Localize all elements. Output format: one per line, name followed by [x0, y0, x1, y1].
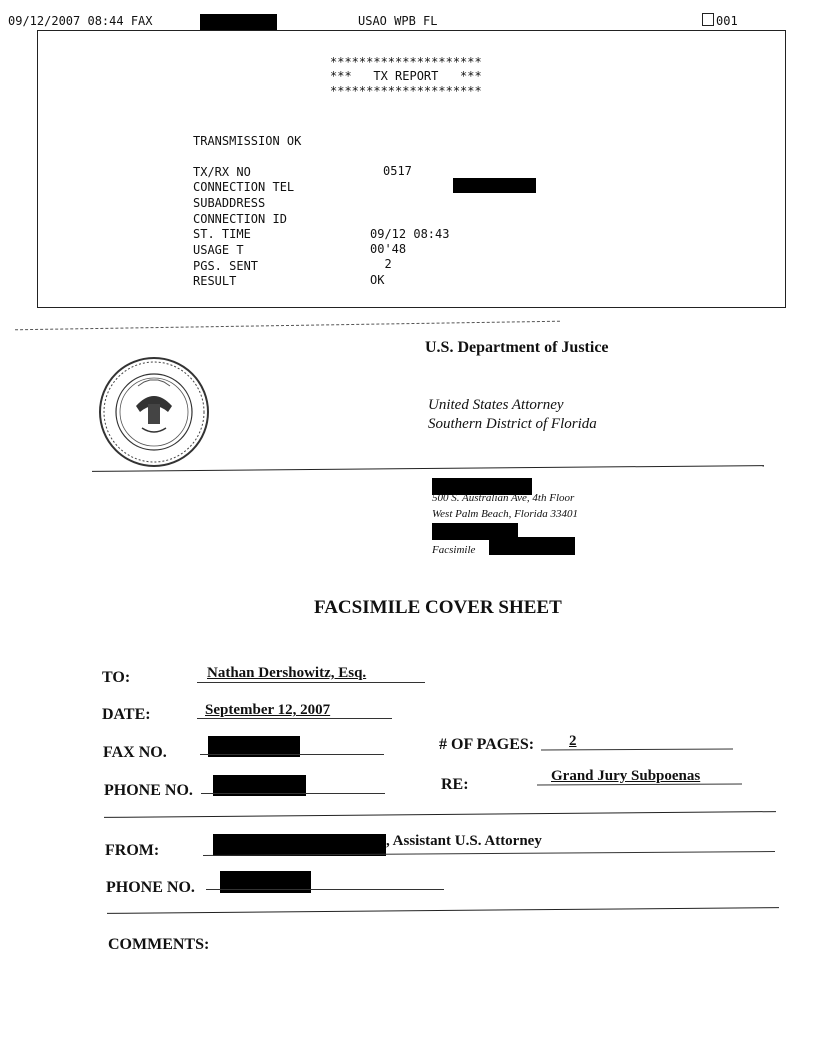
facsimile-label: Facsimile: [432, 544, 476, 556]
re-line: [537, 783, 742, 785]
fax-no-label: FAX NO.: [103, 744, 167, 761]
address-line-2: West Palm Beach, Florida 33401: [432, 508, 578, 520]
tx-stars-top: *********************: [330, 55, 482, 69]
redaction-from-name: [213, 834, 386, 856]
tx-stars-bottom: *********************: [330, 84, 482, 98]
date-value: September 12, 2007: [205, 702, 331, 718]
tx-status: TRANSMISSION OK: [193, 134, 302, 148]
doj-seal-icon: [98, 356, 210, 468]
tear-line: [15, 321, 560, 331]
from-phone-line: [206, 889, 444, 890]
redaction-facsimile: [489, 537, 575, 555]
address-line-1: 500 S. Australian Ave, 4th Floor: [432, 492, 575, 504]
pages-line: [541, 748, 733, 750]
from-phone-label: PHONE NO.: [106, 879, 195, 896]
tx-value-st-time: 09/12 08:43: [370, 227, 450, 241]
from-label: FROM:: [105, 842, 160, 859]
pages-value: 2: [569, 733, 577, 749]
tx-value-result: OK: [370, 273, 385, 287]
tx-label-st-time: ST. TIME: [193, 227, 251, 241]
date-label: DATE:: [102, 706, 151, 723]
cover-sheet-title: FACSIMILE COVER SHEET: [314, 597, 562, 618]
date-line: [197, 718, 392, 719]
tx-label-rxno: TX/RX NO: [193, 165, 251, 179]
office-line-1: United States Attorney: [428, 397, 564, 413]
to-line: [197, 682, 425, 683]
from-title: , Assistant U.S. Attorney: [386, 833, 542, 849]
tx-label-result: RESULT: [193, 274, 237, 288]
redaction-connection-tel: [453, 178, 536, 193]
tx-value-rxno: 0517: [383, 164, 412, 178]
page-icon: [702, 13, 714, 26]
phone-no-line: [201, 793, 385, 794]
department-name: U.S. Department of Justice: [425, 339, 609, 356]
re-label: RE:: [441, 776, 469, 793]
to-label: TO:: [102, 669, 131, 686]
office-line-2: Southern District of Florida: [428, 416, 597, 432]
tx-label-subaddress: SUBADDRESS: [193, 196, 266, 210]
section-rule-1: [104, 811, 776, 818]
tx-label-usage: USAGE T: [193, 243, 244, 257]
fax-page-number: 001: [702, 12, 738, 28]
re-value: Grand Jury Subpoenas: [551, 768, 701, 784]
pages-label: # OF PAGES:: [439, 736, 535, 753]
comments-label: COMMENTS:: [108, 936, 210, 953]
to-value: Nathan Dershowitz, Esq.: [207, 665, 367, 681]
fax-datetime: 09/12/2007 08:44 FAX: [8, 14, 153, 28]
tx-label-pgs-sent: PGS. SENT: [193, 259, 259, 273]
fax-office: USAO WPB FL: [358, 14, 438, 28]
section-rule-2: [107, 907, 779, 914]
fax-no-line: [200, 754, 384, 755]
redaction-fax-number: [200, 14, 277, 30]
tx-value-usage: 00'48: [370, 242, 407, 256]
tx-label-connection-id: CONNECTION ID: [193, 212, 287, 226]
tx-value-pgs-sent: 2: [370, 257, 392, 271]
phone-no-label: PHONE NO.: [104, 782, 193, 799]
tx-report-title: *** TX REPORT ***: [330, 69, 482, 83]
tx-label-connection-tel: CONNECTION TEL: [193, 180, 295, 194]
